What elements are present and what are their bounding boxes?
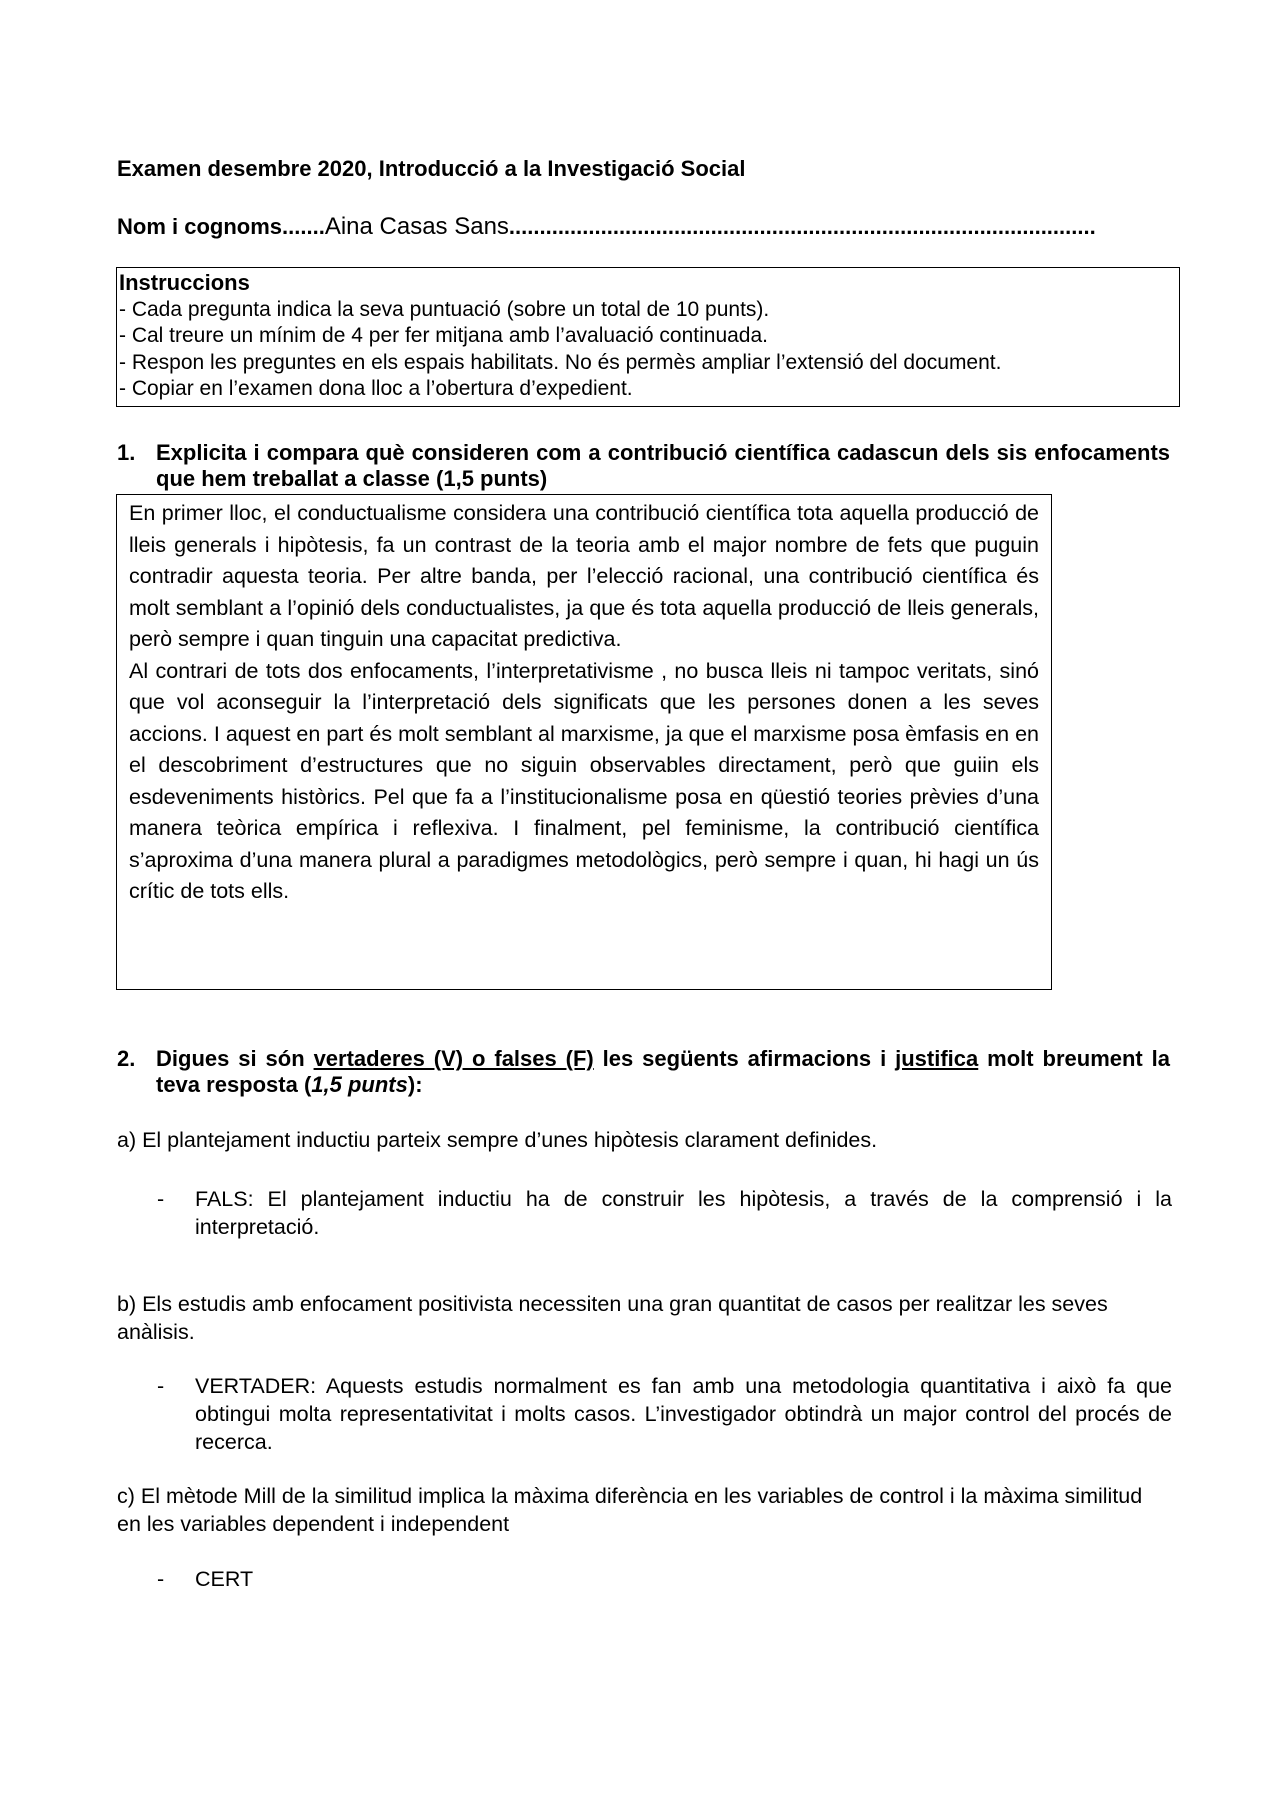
instruction-item: - Respon les preguntes en els espais habilitats. No és permès ampliar l’extensió del document.: [119, 350, 1002, 374]
q2-text-part: les següents afirmacions i: [593, 1046, 896, 1071]
answer-paragraph: Al contrari de tots dos enfocaments, l’interpretativisme , no busca lleis ni tampoc veritats, sinó que vol aconseguir la l’interpretació dels significats que les persones donen a les seves accions. I aquest en part és molt semblant al marxisme, ja que el marxisme posa èmfasis en en el descobriment d’estructures que no siguin observables directament, però que guiin els esdeveniments històrics. Pel que fa a l’institucionalisme posa en qüestió teories prèvies d’una manera teòrica empírica i reflexiva. I finalment, pel feminisme, la contribució científica s’aproxima d’una manera plural a paradigmes metodològics, però sempre i quan, hi hagi un ús crític de tots ells.: [129, 658, 1039, 903]
name-dots-before: .......: [282, 214, 325, 239]
question-2-title: [117, 1046, 1170, 1098]
statement-c: c) El mètode Mill de la similitud implica la màxima diferència en les variables de control i la màxima similitud en les variables dependent i independent: [117, 1484, 1143, 1536]
response-text: CERT: [195, 1567, 254, 1591]
response-dash: -: [157, 1567, 165, 1591]
q2-underlined-text: vertaderes (V) o falses (F): [313, 1046, 594, 1071]
exam-title: Examen desembre 2020, Introducció a la Investigació Social: [117, 156, 746, 181]
question-1-answer-box[interactable]: [116, 494, 1052, 990]
response-b[interactable]: [157, 1372, 1172, 1456]
name-line: [117, 213, 1096, 241]
question-1-number: 1.: [117, 440, 136, 465]
response-text: VERTADER: Aquests estudis normalment es fan amb una metodologia quantitativa i això fa que obtingui molta representativitat i molts casos. L’investigador obtindrà un major control del procés de recerca.: [195, 1374, 1172, 1454]
q2-text-part: molt breument la teva resposta (: [156, 1046, 1171, 1097]
q2-points: 1,5 punts: [311, 1072, 408, 1097]
statement-b: b) Els estudis amb enfocament positivista necessiten una gran quantitat de casos per realitzar les seves anàlisis.: [117, 1292, 1108, 1344]
question-2-number: 2.: [117, 1046, 136, 1071]
response-dash: -: [157, 1374, 165, 1398]
question-2-text: [156, 1046, 1170, 1098]
q2-underlined-text: justifica: [895, 1046, 979, 1071]
instruction-item: - Cal treure un mínim de 4 per fer mitjana amb l’avaluació continuada.: [119, 324, 768, 347]
instructions-box: [116, 267, 1180, 407]
name-label: Nom i cognoms: [117, 214, 283, 239]
response-a[interactable]: [157, 1185, 1172, 1241]
instructions-heading: Instruccions: [119, 270, 250, 295]
answer-paragraph: En primer lloc, el conductualisme considera una contribució científica tota aquella producció de lleis generals i hipòtesis, fa un contrast de la teoria amb el major nombre de fets que puguin contradir aquesta teoria. Per altre banda, per l’elecció racional, una contribució científica és molt semblant a l’opinió dels conductualistes, ja que és tota aquella producció de lleis generals, però sempre i quan tinguin una capacitat predictiva.: [129, 501, 1039, 651]
q2-text-part: Digues si són: [156, 1046, 314, 1071]
q2-text-part: ):: [407, 1072, 423, 1097]
instruction-item: - Copiar en l’examen dona lloc a l’obertura d’expedient.: [119, 377, 633, 400]
question-1-text: Explicita i compara què consideren com a contribució científica cadascun dels sis enfocaments que hem treballat a classe (1,5 punts): [156, 440, 1170, 491]
name-value: Aina Casas Sans: [324, 213, 509, 240]
response-c[interactable]: [157, 1565, 1172, 1593]
response-text: FALS: El plantejament inductiu ha de construir les hipòtesis, a través de la comprensió i la interpretació.: [195, 1187, 1172, 1239]
response-dash: -: [157, 1187, 165, 1211]
statement-a: a) El plantejament inductiu parteix sempre d’unes hipòtesis clarament definides.: [117, 1128, 878, 1152]
question-1-title: [117, 440, 1170, 492]
name-dots-after: ................................................................................................: [508, 214, 1096, 239]
instruction-item: - Cada pregunta indica la seva puntuació (sobre un total de 10 punts).: [119, 297, 770, 321]
